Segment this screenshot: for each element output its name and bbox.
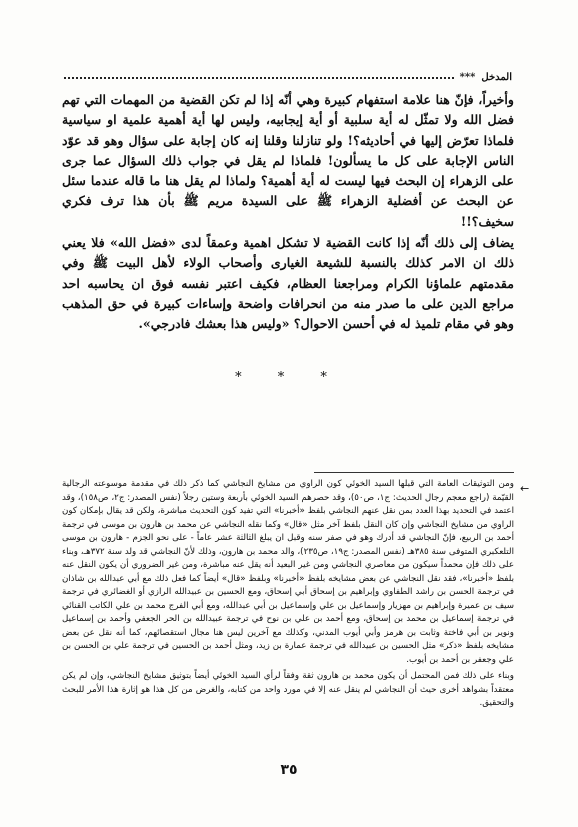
footnotes [62,478,514,711]
body-paragraph: يضاف إلى ذلك أنّه إذا كانت القضية لا تشكل اهمية وعمقاً لدى «فضل الله» فلا يعني ذلك ان الامر كذلك بالنسبة للشيعة الغيارى وأصحاب الولاء لأهل البيت ﷺ وفي مقدمتهم علماؤنا الكرام ومراجعنا العظام، فكيف اعتبر نفسه فوق ان يحاسبه احد مراجع الدين على ما صدر منه من انحرافات واضحة وإساءات كبيرة في حق المذهب وهو في مقام تلميذ له في أحسن الاحوال؟ «وليس هذا بعشك فادرجي». [62,235,514,332]
page-number: ٣٥ [280,762,298,778]
main-text [62,90,514,335]
header-ornament: *** [459,71,476,83]
body-paragraph: وأخيراً، فإنّ هنا علامة استفهام كبيرة وهي أنّه إذا لم تكن القضية من المهمات التي تهم فضل الله ولا تمثّل له أية سلبية أو أية إيجابيه، وليس لها أية أهمية علمية او سياسية فلماذا تعرّض إليها في أحاديثه؟! ولو تنازلنا وقلنا إنه كان إجابة على سؤال وهو قد عوّد الناس الإجابة على كل ما يسألون! فلماذا لم يقل في جواب ذلك السؤال عما جرى على الزهراء إن البحث فيها ليست له أية أهمية؟ ولماذا لم يقل هنا ما قاله عندما سئل عن البحث عن أفضلية الزهراء ﷺ على السيدة مريم ﷺ بأن هذا ترف فكري سخيف؟!! [62,92,514,229]
header-dotted-rule [64,77,454,79]
footnote-continuation-arrow-icon: ← [520,482,530,495]
section-title: المدخل [481,71,512,83]
footnote-paragraph: ومن التوثيقات العامة التي قبلها السيد الخوئي كون الراوي من مشايخ النجاشي كما ذكر ذلك في مقدمة موسوعته الرجالية القيّمة (راجع معجم رجال الحديث: ج١، ص٥٠)، وقد حصرهم السيد الخوئي بأربعة وستين رجلاً (نفس المصدر: ج٢، ص١٥٨)، وقد اعتمد في التحديد بهذا العدد بمن نقل عنهم النجاشي بلفظ «أخبرنا» التي تفيد كون التحديث مباشرة، ولكن قد يقال بإمكان كون الراوي من مشايخ النجاشي وإن كان النقل بلفظ آخر مثل «قال» وكما نقله النجاشي عن محمد بن هارون بن موسى في ترجمة أحمد بن الربيع، فإنّ النجاشي قد أدرك وهو في صفر سنه وقبل ان يبلغ الثالثة عشر عاماً - على نحو الجزم - هارون بن موسى التلعكبري المتوفى سنة ٣٨٥هـ (نفس المصدر: ج١٩، ص٢٣٥)، والد محمد بن هارون، وذلك لأنّ النجاشي قد ولد سنة ٣٧٢هـ، وبناء على ذلك فإن محمداً سيكون من معاصري النجاشي ومن غير البعيد أنه يقل عنه مباشرة، ومن غير الضروري أن يكون النقل عنه بلفظ «أخبرنا»، فقد نقل النجاشي عن بعض مشايخه بلفظ «أخبرنا» وبلفظ «قال» أيضاً كما فعل ذلك مع أبي عبدالله بن شاذان في ترجمة الحسن بن راشد الطفاوي وإبراهيم بن إسحاق أبي إسحاق، ومع الحسين بن عبيدالله الرازي أو الغضائري في ترجمة سيف بن عميرة وإبراهيم بن مهزيار وإسماعيل بن علي وإسماعيل بن أبي عبدالله، ومع أبي الفرج محمد بن علي الكاتب القنائي في ترجمة إسماعيل بن محمد بن إسحاق، ومع أحمد بن علي بن نوح في ترجمة عبيدالله بن الحر الجعفي وأحمد بن إسماعيل ونوير بن أبي فاختة وثابت بن هرمز وأبي أيوب المدني، وكذلك مع آخرين ليس هنا مجال استقصائهم، كما أنه نقل عن بعض مشايخه بلفظ «ذكر» مثل الحسين بن عبيدالله في ترجمة عمارة بن زيد، ومثل أحمد بن الحسين في ترجمة علي بن الحسن بن علي وجعفر بن أحمد بن أيوب. [62,479,514,665]
section-divider: * * * [235,370,343,385]
running-header [64,70,512,84]
footnote-separator [314,472,514,473]
footnote-paragraph: وبناء على ذلك فمن المحتمل أن يكون محمد بن هارون ثقة وفقاً لرأي السيد الخوئي أيضاً بتوثيق مشايخ النجاشي، وإن لم يكن معتقداً بشواهد أخرى حيث أن النجاشي لم ينقل عنه إلا في مورد واحد من كتابه، والغرض من كل هذا هو إثارة هذا الأمر للبحث والتحقيق. [62,671,514,708]
